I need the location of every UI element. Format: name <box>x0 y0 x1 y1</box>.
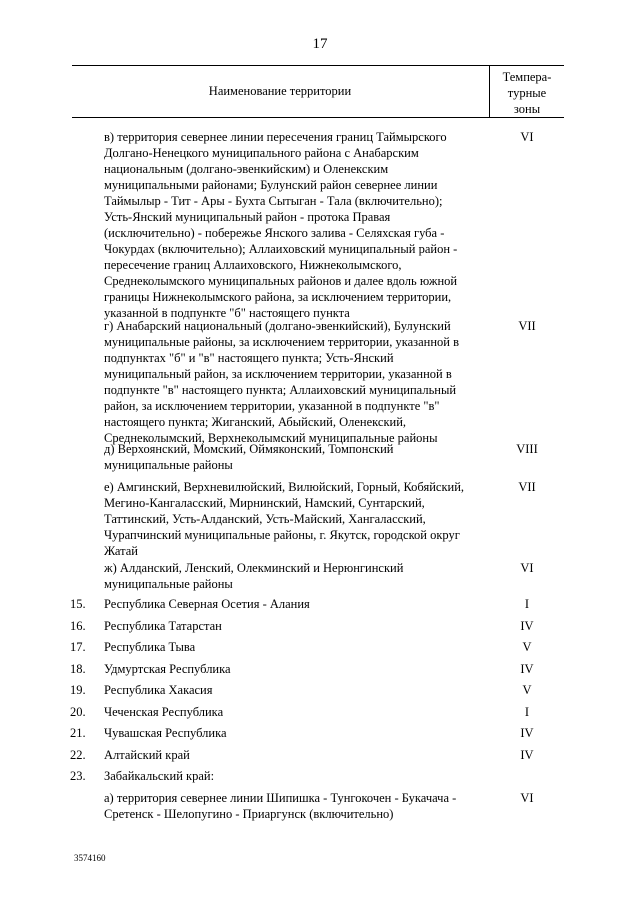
territory-line: Таттинский, Усть-Алданский, Усть-Майский, Хангаласский, <box>104 512 426 526</box>
territory-line: Чувашская Республика <box>104 726 227 740</box>
territory-line: Таймылыр - Тит - Ары - Бухта Сытыган - Тала (включительно); <box>104 194 443 208</box>
territory-line: национальным (долгано-эвенкийским) и Оленекским <box>104 162 389 176</box>
temperature-zone: VII <box>518 480 536 494</box>
territory-line: Республика Северная Осетия - Алания <box>104 597 310 611</box>
territory-line: е) Амгинский, Верхневилюйский, Вилюйский, Горный, Кобяйский, <box>104 480 465 494</box>
temperature-zone: VI <box>520 561 534 575</box>
territory-name <box>104 560 480 592</box>
territory-line: Среднеколымского муниципальных районов и далее вдоль южной <box>104 274 458 288</box>
territory-line: в) территория севернее линии пересечения границ Таймырского <box>104 130 447 144</box>
territory-name <box>104 441 480 473</box>
territory-line: Республика Тыва <box>104 640 196 654</box>
territory-line: (исключительно) - побережье Янского залива - Селяхская губа - <box>104 226 445 240</box>
territory-line: Удмуртская Республика <box>104 662 231 676</box>
territory-name <box>104 129 480 321</box>
temperature-zone: I <box>524 597 530 611</box>
temperature-zone: V <box>522 683 532 697</box>
territory-name <box>104 747 480 763</box>
territory-name <box>104 682 480 698</box>
territory-line: г) Анабарский национальный (долгано-эвенкийский), Булунский <box>104 319 451 333</box>
territory-line: Республика Хакасия <box>104 683 213 697</box>
temperature-zone: IV <box>520 662 534 676</box>
row-number: 19. <box>70 683 86 697</box>
territory-line: Чурапчинский муниципальные районы, г. Якутск, городской округ <box>104 528 460 542</box>
header-top-rule <box>72 65 564 66</box>
page-number: 17 <box>312 36 328 52</box>
row-number: 18. <box>70 662 86 676</box>
row-number: 21. <box>70 726 86 740</box>
territory-line: Забайкальский край: <box>104 769 215 783</box>
territory-name <box>104 596 480 612</box>
territory-line: подпунктах "б" и "в" настоящего пункта; Усть-Янский <box>104 351 394 365</box>
row-number: 22. <box>70 748 86 762</box>
territory-name <box>104 639 480 655</box>
territory-line: настоящего пункта; Жиганский, Абыйский, Оленекский, <box>104 415 407 429</box>
territory-name <box>104 725 480 741</box>
row-number: 20. <box>70 705 86 719</box>
temperature-zone: VII <box>518 319 536 333</box>
territory-line: границы Нижнеколымского района, за исключением территории, <box>104 290 452 304</box>
temperature-zone: IV <box>520 619 534 633</box>
temperature-zone: V <box>522 640 532 654</box>
territory-line: д) Верхоянский, Момский, Оймяконский, Томпонский <box>104 442 394 456</box>
territory-line: указанной в подпункте "б" настоящего пункта <box>104 306 350 320</box>
territory-line: муниципальные районы <box>104 458 233 472</box>
territory-line: Усть-Янский муниципальный район - протока Правая <box>104 210 391 224</box>
territory-name <box>104 768 480 784</box>
territory-line: Алтайский край <box>104 748 190 762</box>
territory-line: Республика Татарстан <box>104 619 222 633</box>
territory-line: муниципальные районы <box>104 577 233 591</box>
column-header-territory: Наименование территории <box>208 84 352 98</box>
territory-line: Жатай <box>104 544 138 558</box>
row-number: 17. <box>70 640 86 654</box>
territory-line: Чокурдах (включительно); Аллаиховский муниципальный район - <box>104 242 458 256</box>
territory-line: ж) Алданский, Ленский, Олекминский и Нерюнгинский <box>104 561 404 575</box>
territory-line: Чеченская Республика <box>104 705 224 719</box>
territory-name <box>104 661 480 677</box>
territory-line: Долгано-Ненецкого муниципального района с Анабарским <box>104 146 419 160</box>
territory-line: пересечение границ Аллаиховского, Нижнеколымского, <box>104 258 402 272</box>
territory-line: Мегино-Кангаласский, Мирнинский, Намский, Сунтарский, <box>104 496 425 510</box>
territory-line: а) территория севернее линии Шипишка - Тунгокочен - Букачача - <box>104 791 457 805</box>
territory-line: подпункте "в" настоящего пункта; Аллаиховский муниципальный <box>104 383 457 397</box>
territory-name <box>104 318 480 446</box>
territory-name <box>104 790 480 822</box>
row-number: 15. <box>70 597 86 611</box>
temperature-zone: VI <box>520 130 534 144</box>
territory-line: Сретенск - Шелопугино - Приаргунск (включительно) <box>104 807 394 821</box>
row-number: 23. <box>70 769 86 783</box>
temperature-zone: I <box>524 705 530 719</box>
territory-line: район, за исключением территории, указанной в подпункте "в" <box>104 399 440 413</box>
territory-name <box>104 479 480 559</box>
territory-name <box>104 618 480 634</box>
temperature-zone: IV <box>520 726 534 740</box>
header-bottom-rule <box>72 117 564 118</box>
territory-line: муниципальными районами; Булунский район севернее линии <box>104 178 438 192</box>
document-code: 3574160 <box>74 853 106 863</box>
territory-line: муниципальные районы, за исключением территории, указанной в <box>104 335 459 349</box>
column-header-zones: Темпера- турные зоны <box>502 70 552 116</box>
temperature-zone: VIII <box>516 442 538 456</box>
territory-name <box>104 704 480 720</box>
territory-line: муниципальный район, за исключением территории, указанной в <box>104 367 452 381</box>
row-number: 16. <box>70 619 86 633</box>
temperature-zone: IV <box>520 748 534 762</box>
territory-line: Среднеколымский, Верхнеколымский муниципальные районы <box>104 431 438 445</box>
temperature-zone: VI <box>520 791 534 805</box>
